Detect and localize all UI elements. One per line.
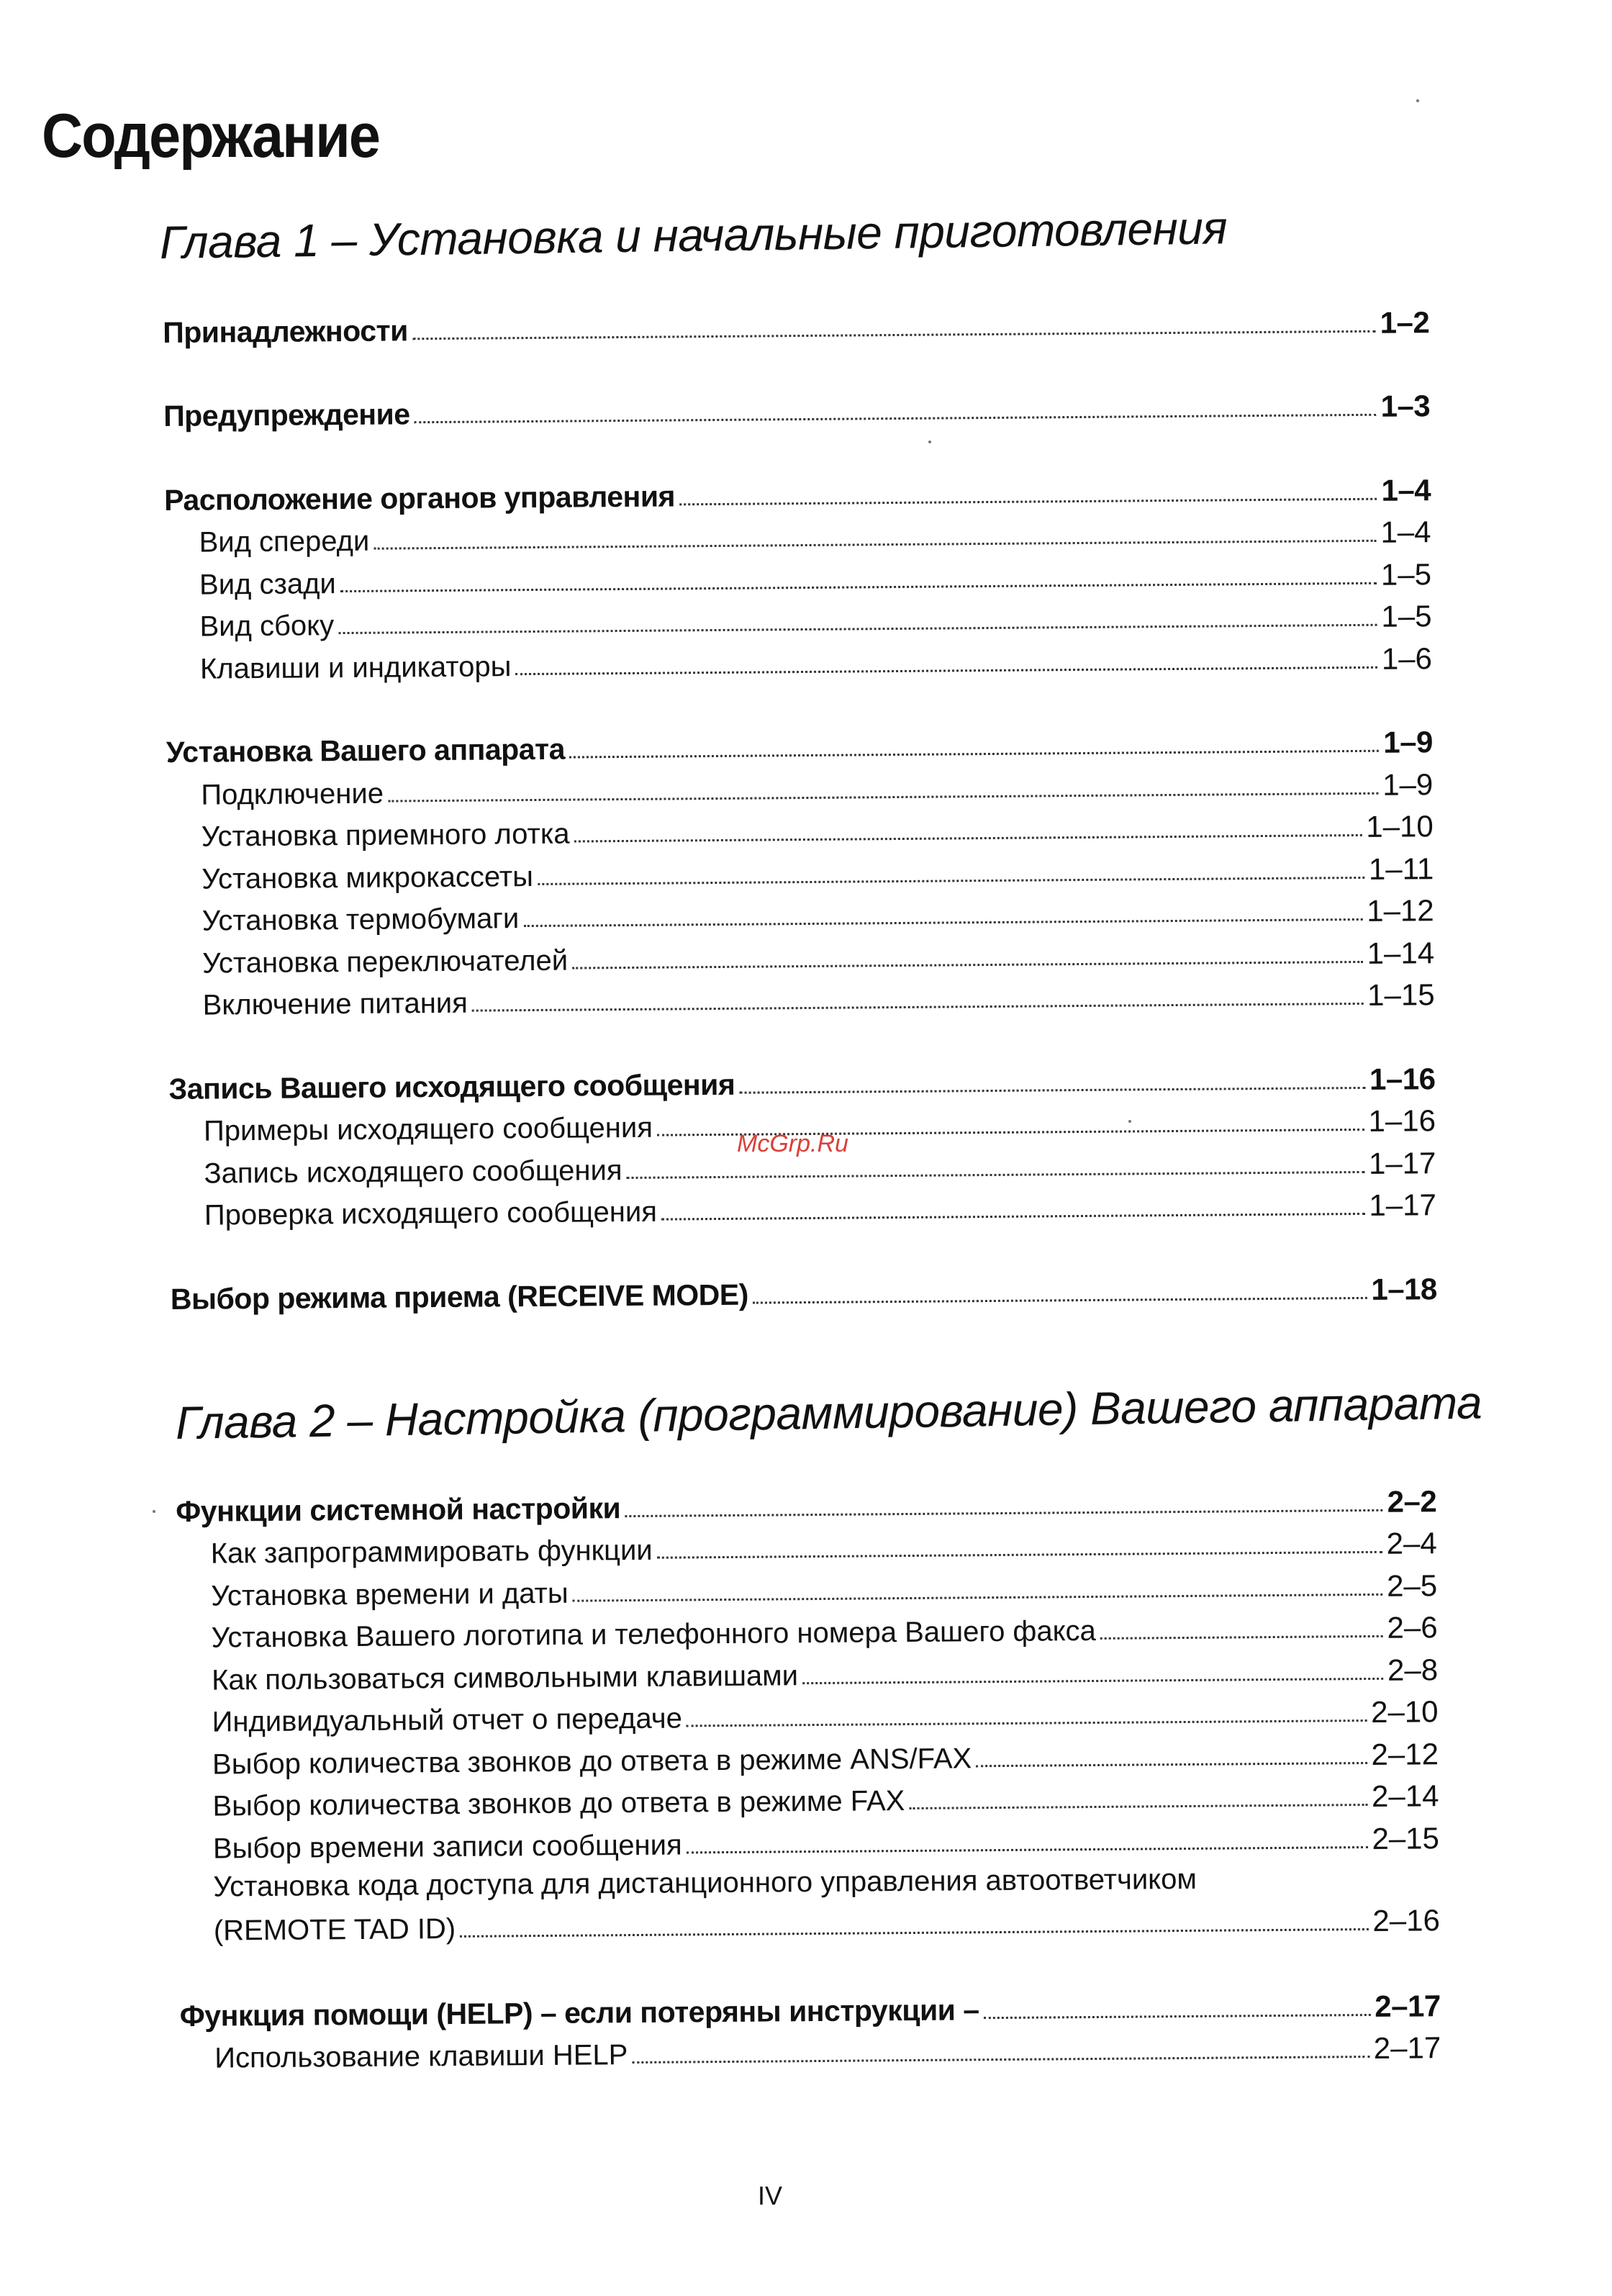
toc-entry-page: 1–6 bbox=[1381, 641, 1433, 676]
toc-entry-label: Вид спереди bbox=[199, 525, 370, 559]
toc-entry-label: Выбор режима приема (RECEIVE MODE) bbox=[170, 1278, 748, 1316]
toc-entry-page: 1–14 bbox=[1367, 935, 1435, 970]
dot-leader bbox=[460, 1928, 1368, 1938]
toc-entry-page: 1–16 bbox=[1368, 1103, 1436, 1138]
dot-leader bbox=[909, 1804, 1367, 1809]
dot-leader bbox=[632, 2056, 1369, 2064]
dot-leader bbox=[515, 666, 1377, 674]
dot-leader bbox=[984, 2013, 1371, 2018]
toc-entry-label: Выбор количества звонков до ответа в режиме ANS/FAX bbox=[212, 1742, 972, 1781]
toc-entry-page: 1–12 bbox=[1367, 893, 1434, 928]
toc-entry-label: Использование клавиши HELP bbox=[214, 2039, 628, 2074]
toc-entry-label: Проверка исходящего сообщения bbox=[204, 1196, 658, 1231]
toc-entry-label: Выбор количества звонков до ответа в режиме FAX bbox=[212, 1785, 905, 1822]
toc-section bbox=[176, 1474, 1440, 1945]
toc-entry-page: 1–11 bbox=[1368, 851, 1434, 886]
toc-entry-label: Вид сзади bbox=[199, 567, 336, 601]
watermark-text: McGrp.Ru bbox=[737, 1130, 848, 1157]
toc-entry[interactable] bbox=[171, 1262, 1437, 1314]
page-title: Содержание bbox=[42, 101, 380, 171]
toc-entry-label: Как запрограммировать функции bbox=[210, 1534, 653, 1570]
dot-leader bbox=[572, 960, 1363, 969]
toc-entry-label: Запись исходящего сообщения bbox=[204, 1154, 622, 1190]
toc-entry-page: 2–15 bbox=[1372, 1820, 1440, 1856]
chapter-2-toc bbox=[176, 1474, 1441, 2073]
scan-speck bbox=[1128, 1120, 1131, 1123]
toc-entry-page: 1–5 bbox=[1380, 556, 1432, 592]
toc-entry-label: (REMOTE TAD ID) bbox=[213, 1912, 456, 1947]
dot-leader bbox=[802, 1677, 1383, 1683]
toc-entry-page: 2–6 bbox=[1387, 1610, 1438, 1645]
dot-leader bbox=[657, 1551, 1382, 1559]
toc-entry-page: 1–18 bbox=[1371, 1271, 1437, 1306]
toc-entry-page: 1–5 bbox=[1381, 599, 1432, 633]
toc-entry-page: 2–17 bbox=[1375, 1988, 1441, 2023]
toc-entry-page: 2–16 bbox=[1372, 1903, 1440, 1938]
scan-speck bbox=[1416, 99, 1419, 102]
dot-leader bbox=[1100, 1635, 1383, 1640]
toc-entry-page: 1–4 bbox=[1380, 515, 1431, 549]
page-number: IV bbox=[758, 2181, 783, 2210]
toc-entry-page: 2–4 bbox=[1386, 1526, 1437, 1560]
dot-leader bbox=[753, 1296, 1367, 1303]
toc-entry-label: Как пользоваться символьными клавишами bbox=[211, 1659, 799, 1696]
toc-entry-label: Индивидуальный отчет о передаче bbox=[212, 1702, 683, 1738]
toc-entry-page: 1–2 bbox=[1380, 304, 1430, 340]
toc-section bbox=[171, 1262, 1437, 1314]
toc-entry-page: 2–5 bbox=[1386, 1568, 1438, 1603]
dot-leader bbox=[415, 414, 1377, 424]
dot-leader bbox=[523, 918, 1362, 927]
toc-entry-label: Включение питания bbox=[202, 987, 468, 1021]
dot-leader bbox=[569, 750, 1379, 759]
toc-entry-page: 1–10 bbox=[1366, 809, 1434, 844]
toc-entry-label: Функции системной настройки bbox=[176, 1491, 621, 1528]
toc-entry-label: Установка Вашего аппарата bbox=[166, 732, 566, 769]
chapter-1-toc bbox=[163, 295, 1437, 1314]
toc-entry-page: 2–2 bbox=[1387, 1483, 1437, 1519]
dot-leader bbox=[574, 834, 1362, 843]
toc-entry-page: 2–14 bbox=[1371, 1779, 1439, 1813]
toc-entry-label: Расположение органов управления bbox=[163, 479, 676, 517]
toc-entry-label: Установка приемного лотка bbox=[201, 818, 570, 853]
dot-leader bbox=[573, 1593, 1382, 1601]
toc-entry-label: Вид сбоку bbox=[199, 610, 335, 643]
toc-entry-page: 2–10 bbox=[1370, 1694, 1439, 1729]
toc-entry-page: 2–17 bbox=[1373, 2030, 1441, 2065]
toc-entry-label: Установка времени и даты bbox=[211, 1577, 569, 1612]
toc-entry-label: Установка Вашего логотипа и телефонного номера Вашего факса bbox=[211, 1614, 1096, 1654]
toc-entry-page: 1–17 bbox=[1368, 1145, 1436, 1180]
toc-entry-page: 1–17 bbox=[1369, 1188, 1437, 1222]
toc-entry-label: Примеры исходящего сообщения bbox=[203, 1111, 653, 1147]
dot-leader bbox=[472, 1003, 1363, 1012]
toc-entry-page: 1–4 bbox=[1381, 472, 1431, 507]
toc-entry-label: Клавиши и индикаторы bbox=[199, 650, 512, 685]
dot-leader bbox=[538, 876, 1364, 885]
dot-leader bbox=[687, 1846, 1368, 1853]
chapter-2-heading: Глава 2 – Настройка (программирование) Вашего аппарата bbox=[175, 1376, 1482, 1449]
toc-entry-page: 1–9 bbox=[1383, 725, 1434, 759]
toc-entry-label: Выбор времени записи сообщения bbox=[212, 1828, 682, 1865]
dot-leader bbox=[679, 497, 1377, 505]
dot-leader bbox=[687, 1719, 1367, 1727]
chapter-1-heading: Глава 1 – Установка и начальные приготовления bbox=[159, 202, 1228, 268]
toc-entry-page: 1–9 bbox=[1382, 767, 1434, 802]
toc-entry-label: Запись Вашего исходящего сообщения bbox=[168, 1067, 735, 1106]
scan-speck bbox=[928, 440, 931, 443]
dot-leader bbox=[625, 1509, 1382, 1517]
dot-leader bbox=[627, 1170, 1364, 1178]
toc-entry-label: Установка переключателей bbox=[202, 944, 569, 980]
toc-entry-page: 2–12 bbox=[1371, 1736, 1439, 1771]
toc-entry-page: 1–16 bbox=[1369, 1061, 1436, 1096]
toc-section bbox=[164, 463, 1432, 683]
toc-entry-label: Функция помощи (HELP) – если потеряны инструкции – bbox=[179, 1992, 979, 2033]
toc-section bbox=[166, 715, 1435, 1020]
toc-section bbox=[180, 1979, 1441, 2073]
dot-leader bbox=[739, 1086, 1365, 1093]
dot-leader bbox=[976, 1762, 1367, 1767]
toc-entry-page: 2–8 bbox=[1387, 1652, 1439, 1687]
dot-leader bbox=[412, 330, 1376, 340]
toc-entry-label-line1: Установка кода доступа для дистанционного управления автоответчиком bbox=[213, 1863, 1197, 1903]
toc-entry-page: 1–15 bbox=[1367, 977, 1435, 1012]
scan-speck bbox=[153, 1510, 155, 1513]
toc-entry-label: Установка микрокассеты bbox=[202, 860, 534, 895]
toc-entry-label: Принадлежности bbox=[163, 313, 408, 349]
toc-entry-label: Подключение bbox=[201, 777, 384, 811]
toc-entry-label: Предупреждение bbox=[163, 397, 410, 433]
dot-leader bbox=[661, 1213, 1365, 1221]
toc-entry-label: Установка термобумаги bbox=[202, 903, 520, 937]
toc-entry-page: 1–3 bbox=[1380, 389, 1431, 423]
